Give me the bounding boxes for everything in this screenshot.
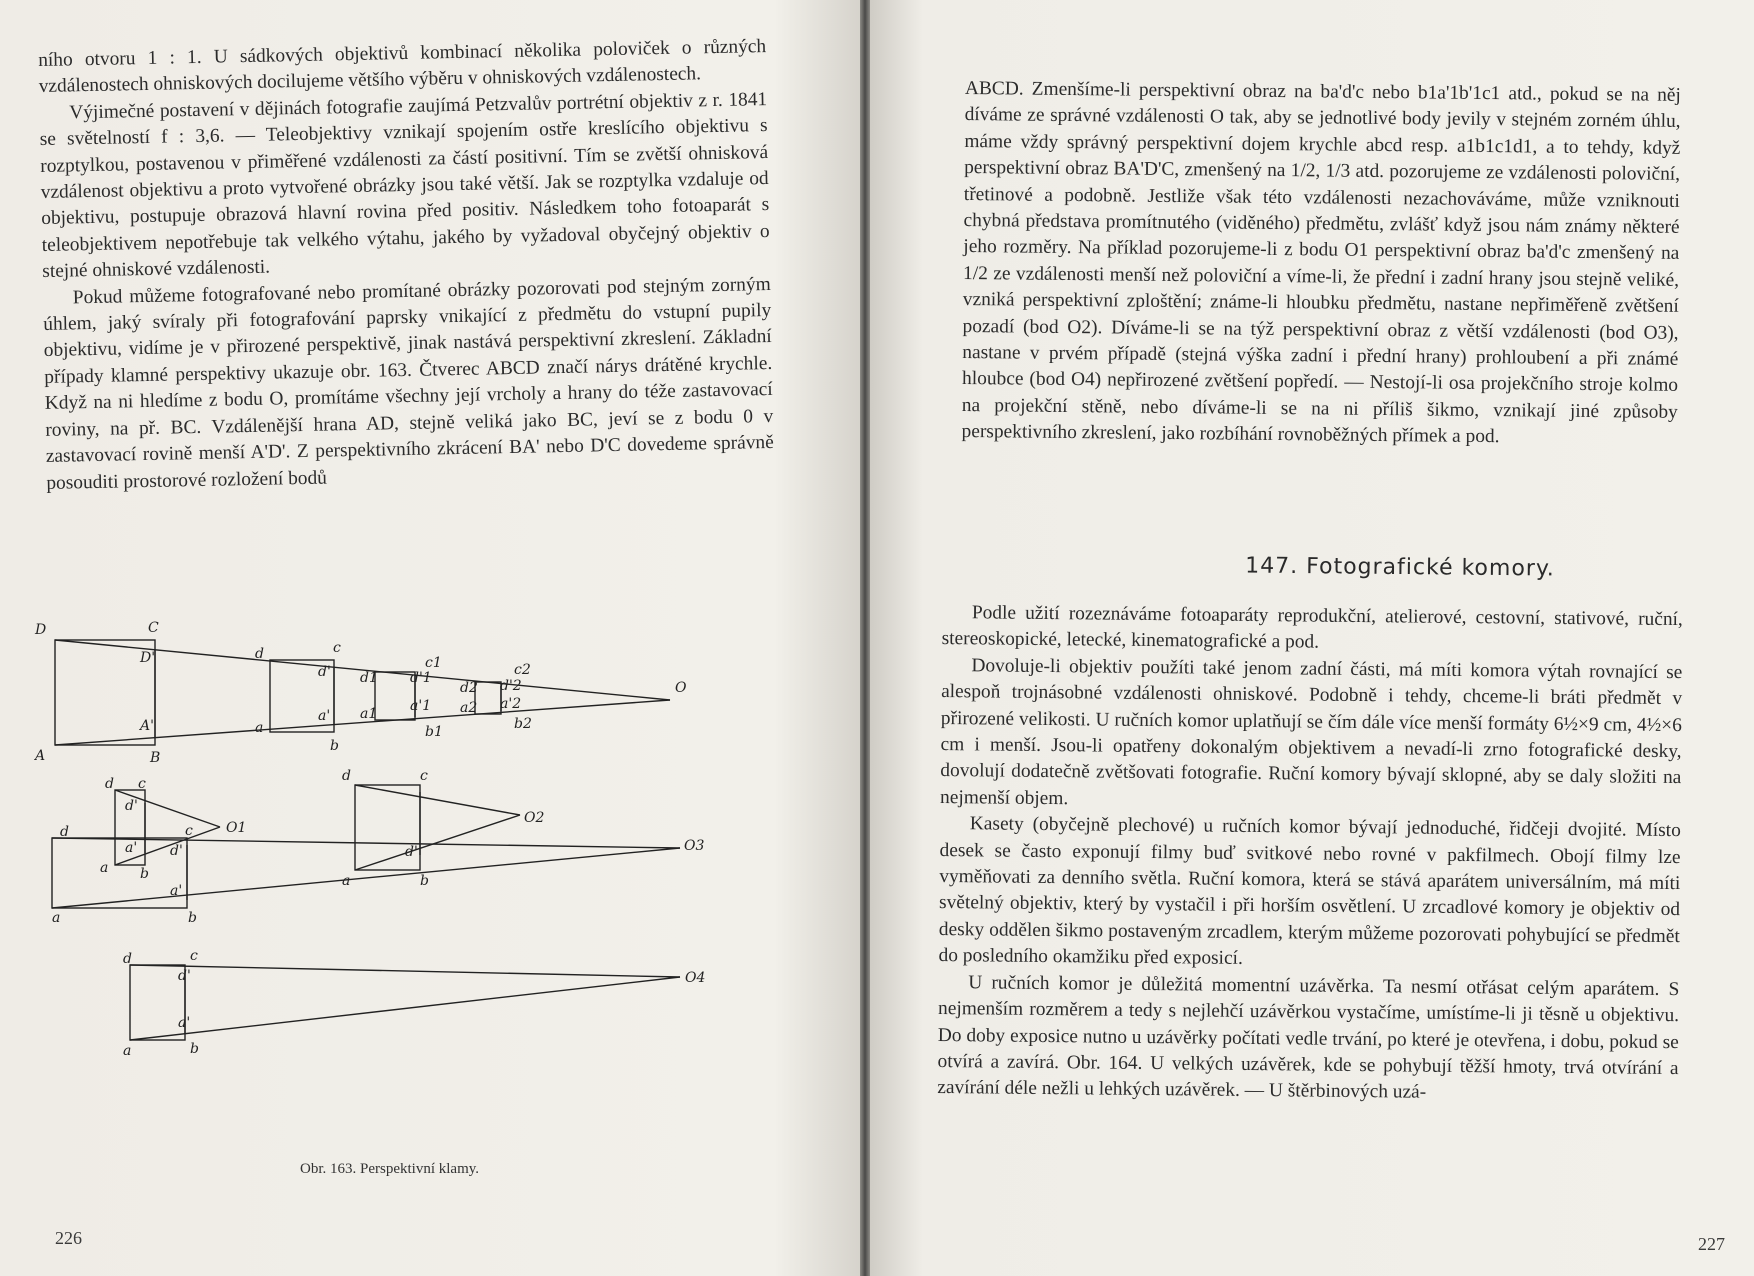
diagram-O3-lines-visible <box>52 837 185 909</box>
label-a: a <box>100 860 109 876</box>
square-a1b1c1d1 <box>375 672 415 720</box>
label-d2prime: d'2 <box>500 678 522 694</box>
O3-panel <box>52 837 185 909</box>
left-page-text <box>38 34 774 497</box>
book-spine <box>860 0 870 1276</box>
label-dprime: d' <box>178 968 191 984</box>
label-dprime: d' <box>405 844 418 860</box>
label-dprime: d' <box>318 664 331 680</box>
label-c1: c1 <box>425 655 442 671</box>
label-a: a <box>342 873 351 889</box>
perspective-diagram <box>30 610 790 1180</box>
diagram-O3-final <box>52 837 185 909</box>
long-cube-O3 <box>52 837 185 909</box>
paragraph: ABCD. Zmenšíme-li perspektivní obraz na ba'd'c nebo b1a'1b'1c1 atd., pokud se na něj díváme ze správné vzdálenosti O tak, aby se jednotlivé body jevily v stejném zorném úhlu, máme vždy správný perspektivní dojem krychle abcd resp. a1b1c1d1, a to tehdy, když perspektivní obraz BA'D'C, zmenšený na 1/2, 1/3 atd. pozorujeme ze vzdálenosti poloviční, třetinové a podobně. Jestliže však této vzdálenosti nezachováváme, může vzniknouti chybná představa promítnutého (viděného) předmětu, zvlášť když jsou nám známy některé jeho rozměry. Na příklad pozorujeme-li z bodu O1 perspektivní obraz ba'd'c zmenšený na 1/2 ze vzdálenosti menší než poloviční a víme-li, že přední i zadní hrany jsou stejně veliké, vzniká perspektivní zploštění; známe-li hloubku předmětu, nastane nepřiměřeně zvětšení pozadí (bod O2). Díváme-li se na týž perspektivní obraz z větší vzdálenosti (bod O3), nastane v prvém případě (stejná výška zadní i přední hrany) prohloubení a při známé hloubce (bod O4) nepřirozené zvětšení popředí. — Nestojí-li osa projekčního stroje kolmo na projekční stěně, nebo díváme-li se na ni příliš šikmo, vznikají jiné způsoby perspektivního zkreslení, jako rozbíhání rovnoběžných přímek a pod. <box>961 77 1681 448</box>
label-aprime: a' <box>178 1015 191 1031</box>
figure-O3 <box>52 837 185 909</box>
paragraph: Pokud můžeme fotografované nebo promítané obrázky pozorovati pod stejným zorným úhlem, jaký svíraly při fotografování paprsky vnikající z předmětu do vstupní pupily objektivu, vidíme je v přirozené perspektivě, jinak nastává perspektivní zkreslení. Základní případy klamné perspektivy ukazuje obr. 163. Čtverec ABCD značí nárys drátěné krychle. Když na ni hledíme z bodu O, promítáme všechny její vrcholy a hrany do téže zastavovací roviny, na př. BC. Vzdálenější hrana AD, stejně veliká jako BC, jeví se z bodu 0 v zastavovací rovině menší A'D'. Z perspektivního zkrácení BA' nebo D'C dovedeme správně posouditi prostorové rozložení bodů <box>43 273 774 494</box>
label-B: B <box>150 750 161 766</box>
section-heading: 147. Fotografické komory. <box>1245 553 1555 582</box>
right-page-text <box>961 76 1681 453</box>
perspective-O3 <box>52 837 185 909</box>
diagram-fourth <box>52 837 185 909</box>
diagram-O3-drawn <box>52 835 185 907</box>
ray <box>355 815 520 870</box>
label-b1: b1 <box>425 724 443 740</box>
panel-O3 <box>52 837 185 909</box>
label-b: b <box>140 866 149 882</box>
figure-caption: Obr. 163. Perspektivní klamy. <box>300 1161 480 1177</box>
label-c: c <box>138 776 146 792</box>
diagram-O3-actual <box>52 837 185 909</box>
diagram-O3-drawing <box>52 837 185 909</box>
label-d: d <box>105 776 114 792</box>
label-O3: O3 <box>684 838 705 854</box>
diagram-O3-group <box>52 837 185 909</box>
label-c: c <box>185 823 193 839</box>
label-dprime: d' <box>170 843 183 859</box>
label-Dprime: D' <box>140 650 156 666</box>
label-d1prime: d'1 <box>410 670 432 686</box>
label-b2: b2 <box>514 716 532 732</box>
label-d: d <box>60 824 69 840</box>
label-b: b <box>420 873 429 889</box>
page-number: 226 <box>55 1228 82 1248</box>
label-c: c <box>420 768 428 784</box>
right-page-text-section <box>937 600 1683 1109</box>
paragraph: ního otvoru 1 : 1. U sádkových objektivů kombinací několika poloviček o různých vzdálenostech ohniskových docilujeme většího výběru v ohniskových vzdálenostech. <box>38 36 767 98</box>
label-A: A <box>35 748 46 764</box>
diagram-O3-shape <box>52 837 185 909</box>
label-d: d <box>255 646 264 662</box>
diagram-O3-visible <box>52 835 185 907</box>
ray <box>130 965 680 977</box>
diagram-O3-box <box>52 837 185 909</box>
paragraph: Výjimečné postavení v dějinách fotografie zaujímá Petzvalův portrétní objektiv z r. 1841 se světelností f : 3,6. — Teleobjektivy vznikají spojením ostře kreslícího objektivu s rozptylkou, postavenou v přiměřené vzdálenosti za částí positivní. Tím se zvětší ohnisková vzdálenost objektivu a proto vytvořené obrázky jsou také větší. Jak se rozptylka vzdaluje od objektivu, postupuje obrazová hlavní rovina před positiv. Následkem toho fotoaparát s teleobjektivem nepotřebuje tak velkého výtahu, jakého by vyžadoval obyčejný objektiv o stejné ohniskové vzdálenosti. <box>39 88 770 283</box>
diagram-O3-lines <box>55 838 183 910</box>
label-aprime: a' <box>170 883 183 899</box>
label-a2: a2 <box>460 700 478 716</box>
label-c2: c2 <box>514 662 531 678</box>
label-D: D <box>35 622 47 638</box>
label-Aprime: A' <box>140 718 154 734</box>
label-d1: d1 <box>360 670 378 686</box>
diagram-main <box>33 620 687 766</box>
label-O2: O2 <box>524 810 545 826</box>
label-O: O <box>675 680 687 696</box>
label-a: a <box>52 910 61 926</box>
diagram-O3 <box>55 835 185 906</box>
paragraph: Dovoluje-li objektiv použíti také jenom zadní části, má míti komora výtah rovnající se alespoň trojnásobné vzdálenosti ohniskové. Podobně i tehdy, chceme-li bráti předmět v přirozené velikosti. U ručních komor uplatňují se čím dále více menší formáty 6½×9 cm, 4½×6 cm i menší. Jsou-li opatřeny dokonalým objektivem a nevadí-li zrno fotografické desky, dovolují dodatečně zvětšovati fotografie. Ruční komory bývají sklopné, aby se daly složiti na nejmenší objem. <box>940 655 1683 810</box>
O3-cube <box>52 837 185 909</box>
diagram-O4 <box>123 948 705 1059</box>
long-diagram-O3 <box>52 837 185 909</box>
label-O1: O1 <box>226 820 247 836</box>
diagram-O3-real <box>52 837 185 909</box>
cube-O3 <box>52 837 185 909</box>
left-page <box>0 0 860 1276</box>
label-b: b <box>188 910 197 926</box>
label-a1: a1 <box>360 706 378 722</box>
label-C: C <box>148 620 159 636</box>
label-a2prime: a'2 <box>500 696 522 712</box>
label-d: d <box>342 768 351 784</box>
diagram-O3-outline <box>52 837 185 909</box>
diagram-O1 <box>100 776 246 882</box>
paragraph: Podle užití rozeznáváme fotoaparáty reprodukční, atelierové, cestovní, stativové, ruční, stereoskopické, letecké, kinematografické a pod. <box>941 602 1683 654</box>
label-b: b <box>190 1041 199 1057</box>
label-a: a <box>255 720 264 736</box>
diagram-O3-render <box>52 837 185 909</box>
diagram-O3-main <box>52 837 185 909</box>
ray <box>130 977 680 1040</box>
ray <box>52 838 680 848</box>
label-a: a <box>123 1043 132 1059</box>
label-a1prime: a'1 <box>410 698 432 714</box>
paragraph: Kasety (obyčejně plechové) u ručních komor bývají jednoduché, řidčeji dvojité. Místo desek se často exponují filmy buď svitkové nebo rovné v pakfilmech. Obojí filmy lze vyměňovati za denního světla. Ruční komora, která se stává aparátem universálním, má míti světelný objektiv, který by vystačil i při horším osvětlení. U zrcadlové komory je objektiv od desky oddělen šikmo postaveným zrcadlem, kterým můžeme pozorovati pohybující se předmět do posledního okamžiku před exposicí. <box>938 813 1681 970</box>
page-number: 227 <box>1698 1234 1725 1254</box>
diagram-long-O3 <box>52 837 185 909</box>
label-d: d <box>123 951 132 967</box>
figure-perspective-illusions <box>30 610 790 1180</box>
square-a2b2c2d2 <box>475 682 501 714</box>
diagram-O3-frame <box>52 837 185 909</box>
square-abcd-deep <box>130 965 185 1040</box>
label-b: b <box>330 738 339 754</box>
label-c: c <box>333 640 341 656</box>
paragraph: U ručních komor je důležitá momentní uzávěrka. Ta nesmí otřásat celým aparátem. S nejmenším rozměrem a tedy s nejlehčí uzávěrkou vystačíme, umístíme-li ji těsně u objektivu. Do doby exposice nutno u uzávěrky počítati vedle trvání, po které je otevřena, i dobu, pokud se otvírá a zavírá. Obr. 164. U velkých uzávěrek, kde se pohybují těžší hmoty, trvá otvírání a zavírání déle nežli u lehkých uzávěrek. — U štěrbinových uzá- <box>937 971 1680 1103</box>
label-dprime: d' <box>125 798 138 814</box>
label-d2: d2 <box>460 680 478 696</box>
label-aprime: a' <box>125 840 138 856</box>
label-c: c <box>190 948 198 964</box>
diagram-three <box>52 837 185 909</box>
ray <box>355 785 520 815</box>
right-page <box>870 0 1754 1276</box>
label-aprime: a' <box>318 708 331 724</box>
label-O4: O4 <box>685 970 706 986</box>
